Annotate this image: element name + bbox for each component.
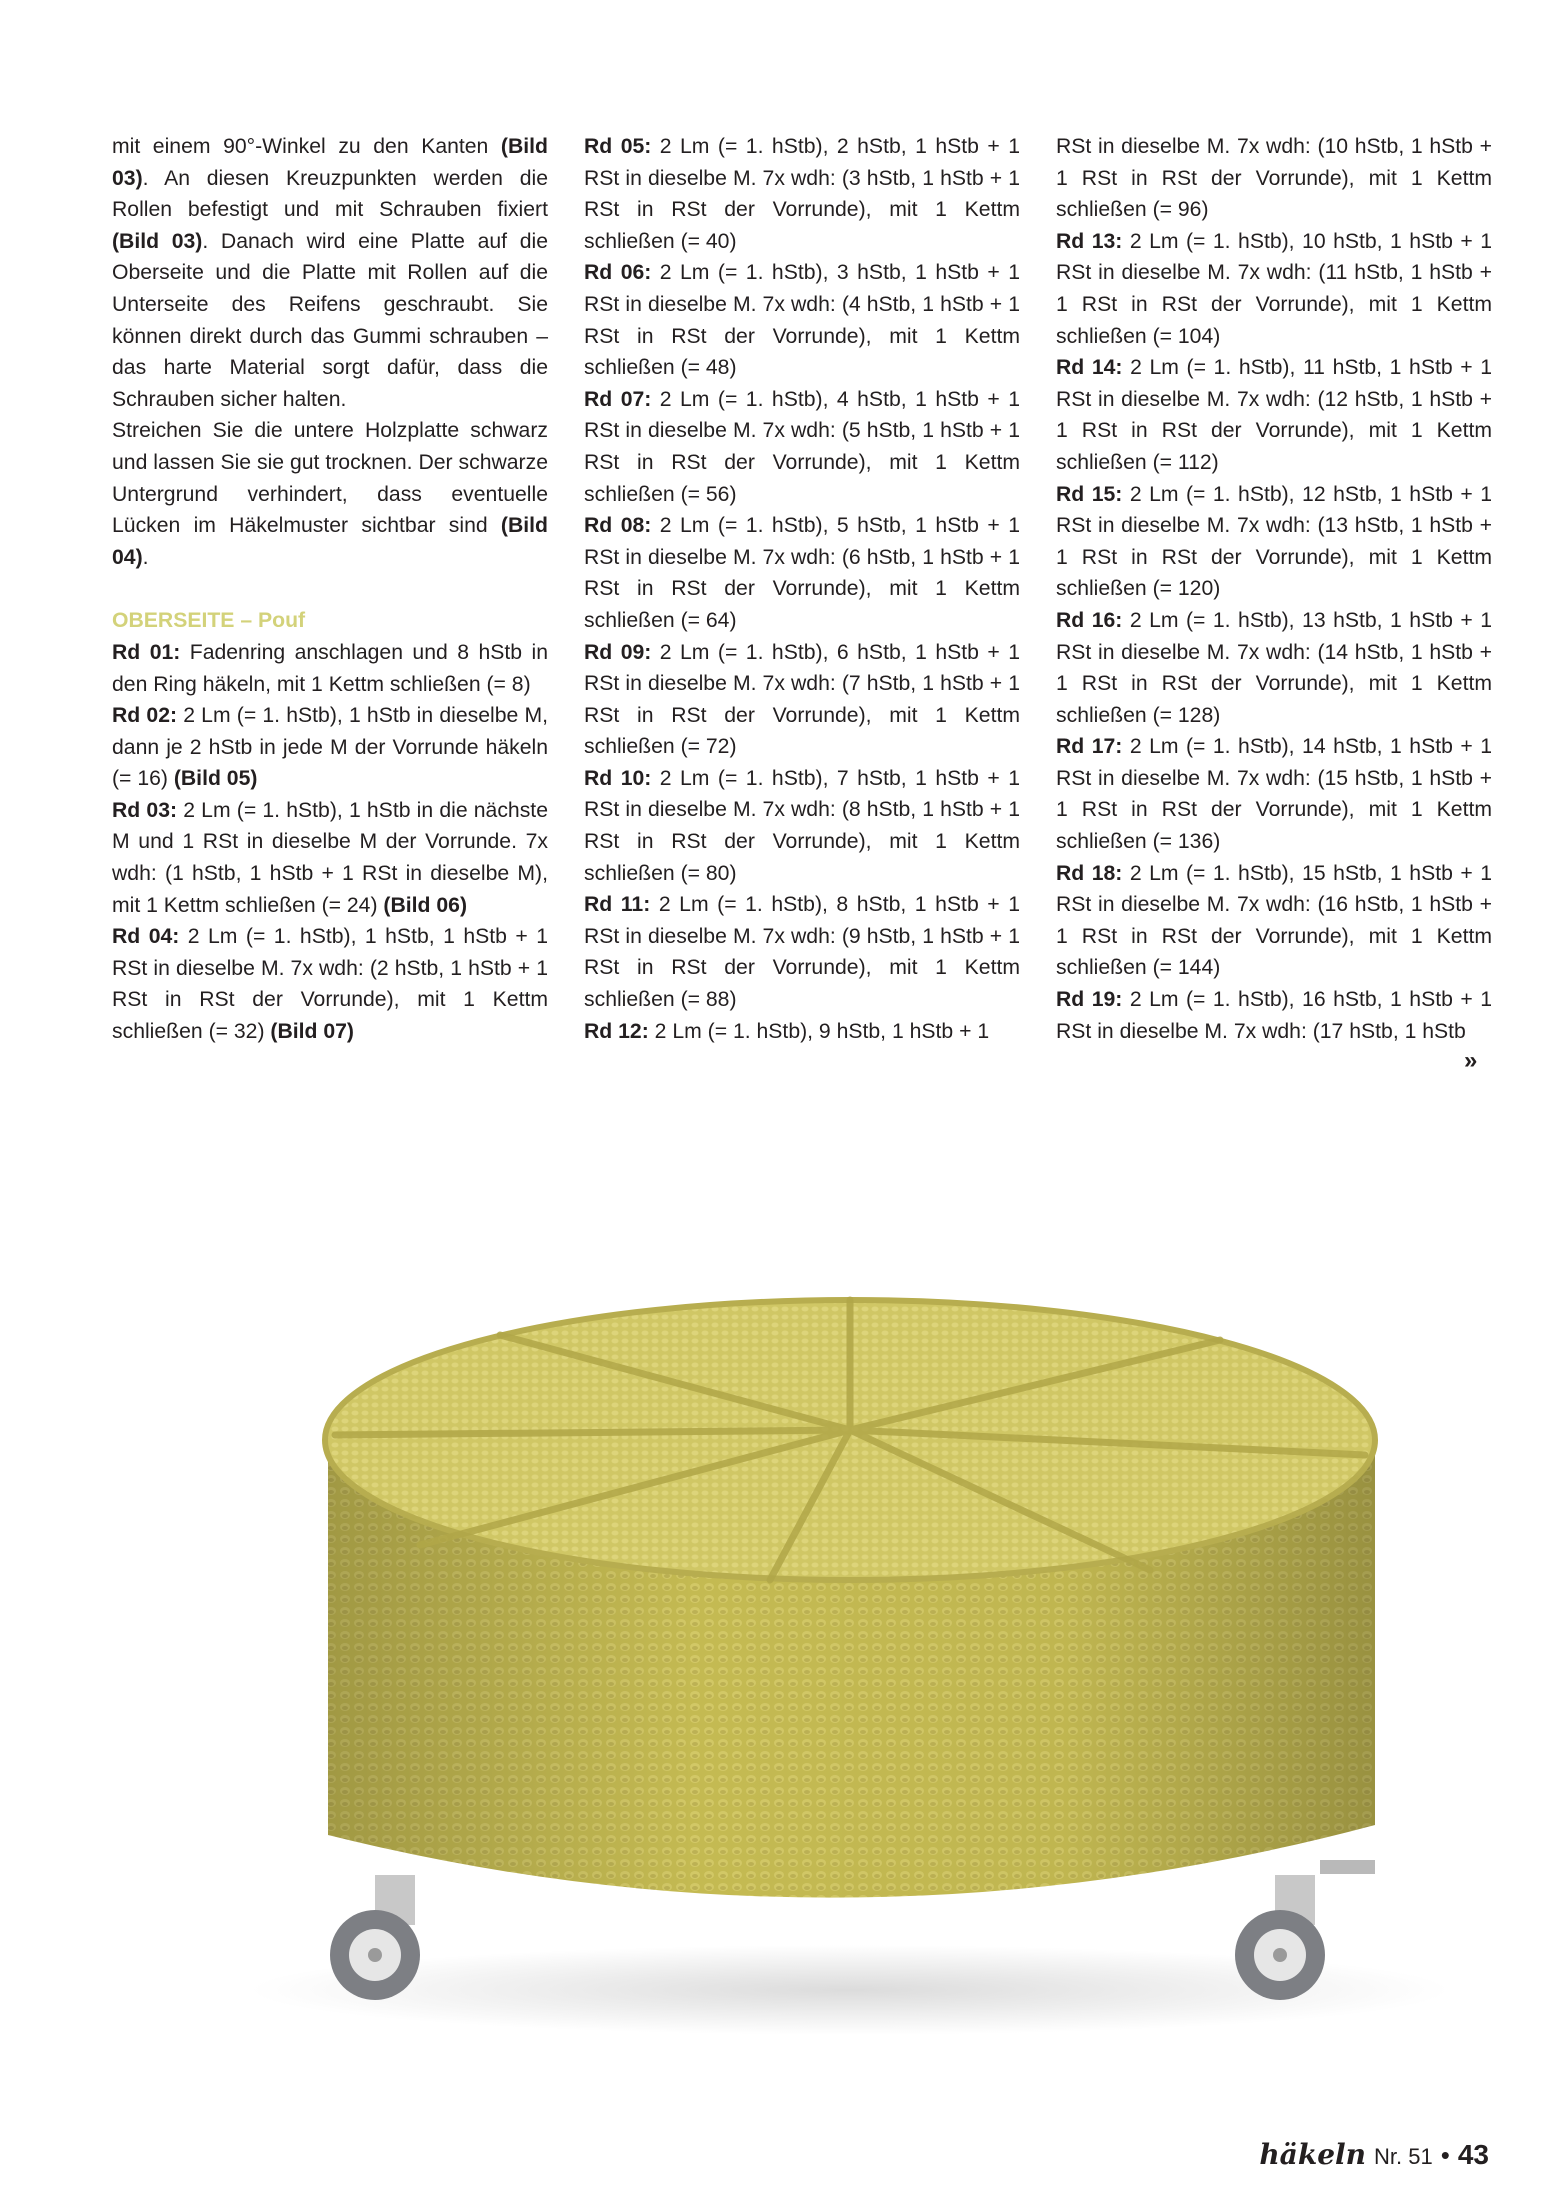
round-text: 2 Lm (= 1. hStb), 2 hStb, 1 hStb + 1 RSt in dieselbe M. 7x wdh: (3 hStb, 1 hStb + 1 RSt in RSt der Vorrunde), mit 1 Kettm schließen (= 40) xyxy=(584,135,1020,253)
round-label: Rd 18: xyxy=(1056,861,1123,885)
round-instruction xyxy=(1056,858,1492,984)
text-run: . An diesen Kreuzpunkten werden die Rollen befestigt und mit Schrauben fixiert xyxy=(112,166,548,222)
round-instruction xyxy=(584,257,1020,383)
round-text: 2 Lm (= 1. hStb), 3 hStb, 1 hStb + 1 RSt in dieselbe M. 7x wdh: (4 hStb, 1 hStb + 1 RSt in RSt der Vorrunde), mit 1 Kettm schließen (= 48) xyxy=(584,261,1020,380)
round-label: Rd 13: xyxy=(1056,229,1123,253)
round-text: 2 Lm (= 1. hStb), 16 hStb, 1 hStb + 1 RSt in dieselbe M. 7x wdh: (17 hStb, 1 hStb xyxy=(1056,988,1492,1043)
figure-ref: (Bild 05) xyxy=(173,767,258,791)
round-label: Rd 10: xyxy=(584,766,652,790)
round-text: 2 Lm (= 1. hStb), 8 hStb, 1 hStb + 1 RSt in dieselbe M. 7x wdh: (9 hStb, 1 hStb + 1 RSt in RSt der Vorrunde), mit 1 Kettm schließen (= 88) xyxy=(584,893,1020,1012)
round-instruction xyxy=(1056,352,1492,478)
round-instruction xyxy=(584,637,1020,763)
round-label: Rd 08: xyxy=(584,514,652,538)
round-instruction xyxy=(112,795,548,921)
round-instruction xyxy=(1056,731,1492,857)
issue-number: Nr. 51 xyxy=(1374,2144,1433,2169)
round-label: Rd 11: xyxy=(584,893,651,917)
figure-ref: (Bild 04) xyxy=(112,514,548,569)
continued-paragraph: RSt in dieselbe M. 7x wdh: (10 hStb, 1 hStb + 1 RSt in RSt der Vorrunde), mit 1 Kettm schließen (= 96) xyxy=(1056,135,1492,222)
round-label: Rd 04: xyxy=(112,925,180,949)
round-label: Rd 07: xyxy=(584,387,652,411)
round-label: Rd 19: xyxy=(1056,988,1123,1012)
round-instruction xyxy=(584,763,1020,889)
text-column-1 xyxy=(112,131,548,1048)
round-text: 2 Lm (= 1. hStb), 11 hStb, 1 hStb + 1 RSt in dieselbe M. 7x wdh: (12 hStb, 1 hStb + 1 RSt in RSt der Vorrunde), mit 1 Kettm schließen (= 112) xyxy=(1056,356,1492,474)
figure-ref: (Bild 06) xyxy=(383,893,468,917)
paint-paragraph xyxy=(112,415,548,573)
round-text: 2 Lm (= 1. hStb), 14 hStb, 1 hStb + 1 RSt in dieselbe M. 7x wdh: (15 hStb, 1 hStb + 1 RSt in RSt der Vorrunde), mit 1 Kettm schließen (= 136) xyxy=(1056,735,1492,854)
round-text: 2 Lm (= 1. hStb), 15 hStb, 1 hStb + 1 RSt in dieselbe M. 7x wdh: (16 hStb, 1 hStb + 1 RSt in RSt der Vorrunde), mit 1 Kettm schließen (= 144) xyxy=(1056,861,1492,980)
text-column-3 xyxy=(1056,131,1492,1047)
round-instruction xyxy=(1056,479,1492,605)
separator-bullet: • xyxy=(1440,2140,1450,2170)
round-instruction xyxy=(584,1016,1020,1048)
round-text: 2 Lm (= 1. hStb), 13 hStb, 1 hStb + 1 RSt in dieselbe M. 7x wdh: (14 hStb, 1 hStb + 1 RSt in RSt der Vorrunde), mit 1 Kettm schließen (= 128) xyxy=(1056,608,1492,727)
round-label: Rd 01: xyxy=(112,640,181,664)
figure-ref: (Bild 03) xyxy=(112,229,203,253)
round-list xyxy=(112,637,548,1048)
round-label: Rd 05: xyxy=(584,135,652,158)
round-instruction xyxy=(112,921,548,1047)
round-instruction xyxy=(584,889,1020,1015)
pouf-photo xyxy=(170,1185,1510,2095)
round-instruction xyxy=(584,384,1020,510)
round-instruction xyxy=(1056,984,1492,1047)
round-label: Rd 09: xyxy=(584,640,652,664)
round-text: 2 Lm (= 1. hStb), 6 hStb, 1 hStb + 1 RSt in dieselbe M. 7x wdh: (7 hStb, 1 hStb + 1 RSt in RSt der Vorrunde), mit 1 Kettm schließen (= 72) xyxy=(584,640,1020,759)
round-instruction xyxy=(112,637,548,700)
round-text: 2 Lm (= 1. hStb), 5 hStb, 1 hStb + 1 RSt in dieselbe M. 7x wdh: (6 hStb, 1 hStb + 1 RSt in RSt der Vorrunde), mit 1 Kettm schließen (= 64) xyxy=(584,514,1020,632)
round-label: Rd 16: xyxy=(1056,608,1123,632)
round-text: 2 Lm (= 1. hStb), 1 hStb in die nächste M und 1 RSt in dieselbe M der Vorrunde. 7x wdh: (1 hStb, 1 hStb + 1 RSt in dieselbe M), mit 1 Kettm schließen (= 24) xyxy=(112,798,548,917)
round-label: Rd 17: xyxy=(1056,735,1123,759)
page-number: 43 xyxy=(1457,2139,1489,2170)
round-text: 2 Lm (= 1. hStb), 7 hStb, 1 hStb + 1 RSt in dieselbe M. 7x wdh: (8 hStb, 1 hStb + 1 RSt in RSt der Vorrunde), mit 1 Kettm schließen (= 80) xyxy=(584,766,1020,885)
round-text: 2 Lm (= 1. hStb), 10 hStb, 1 hStb + 1 RSt in dieselbe M. 7x wdh: (11 hStb, 1 hStb + 1 RSt in RSt der Vorrunde), mit 1 Kettm schließen (= 104) xyxy=(1056,229,1492,348)
round-label: Rd 06: xyxy=(584,261,652,285)
section-subheading: OBERSEITE – Pouf xyxy=(112,609,306,633)
figure-ref: (Bild 07) xyxy=(270,1020,354,1044)
round-label: Rd 14: xyxy=(1056,356,1123,380)
round-instruction xyxy=(1056,226,1492,352)
text-run: mit einem 90°-Winkel zu den Kanten xyxy=(112,135,501,158)
figure-ref: (Bild 03) xyxy=(112,135,548,190)
round-instruction xyxy=(112,700,548,795)
round-text: 2 Lm (= 1. hStb), 9 hStb, 1 hStb + 1 xyxy=(648,1019,990,1043)
round-list xyxy=(584,131,1020,1047)
text-run: Streichen Sie die untere Holzplatte schwarz und lassen Sie sie gut trocknen. Der schwarze Untergrund verhindert, dass eventuelle Lücken im Häkelmuster sichtbar sind xyxy=(112,419,548,538)
round-label: Rd 02: xyxy=(112,704,178,728)
magazine-title: häkeln xyxy=(1259,2138,1367,2171)
round-instruction xyxy=(584,131,1020,257)
round-instruction xyxy=(584,510,1020,636)
text-run: . xyxy=(142,545,149,569)
round-label: Rd 03: xyxy=(112,798,178,822)
round-label: Rd 15: xyxy=(1056,482,1123,506)
round-text: 2 Lm (= 1. hStb), 12 hStb, 1 hStb + 1 RSt in dieselbe M. 7x wdh: (13 hStb, 1 hStb + 1 RSt in RSt der Vorrunde), mit 1 Kettm schließen (= 120) xyxy=(1056,482,1492,601)
text-column-2 xyxy=(584,131,1020,1047)
continue-marker: » xyxy=(1464,1047,1478,1074)
intro-paragraph xyxy=(112,131,548,415)
text-run: . Danach wird eine Platte auf die Oberseite und die Platte mit Rollen auf die Unterseite des Reifens geschraubt. Sie können direkt durch das Gummi schrauben – das harte Material sorgt dafür, dass die Schrauben sicher halten. xyxy=(112,229,548,411)
round-text: 2 Lm (= 1. hStb), 1 hStb, 1 hStb + 1 RSt in dieselbe M. 7x wdh: (2 hStb, 1 hStb + 1 RSt in RSt der Vorrunde), mit 1 Kettm schließen (= 32) xyxy=(112,925,548,1044)
round-instruction xyxy=(1056,605,1492,731)
page-footer xyxy=(1259,2138,1489,2171)
round-text: 2 Lm (= 1. hStb), 4 hStb, 1 hStb + 1 RSt in dieselbe M. 7x wdh: (5 hStb, 1 hStb + 1 RSt in RSt der Vorrunde), mit 1 Kettm schließen (= 56) xyxy=(584,387,1020,506)
round-label: Rd 12: xyxy=(584,1019,649,1043)
round-text: Fadenring anschlagen und 8 hStb in den Ring häkeln, mit 1 Kettm schließen (= 8) xyxy=(112,640,548,696)
round-list xyxy=(1056,226,1492,1047)
round-text: 2 Lm (= 1. hStb), 1 hStb in dieselbe M, dann je 2 hStb in jede M der Vorrunde häkeln (= 16) xyxy=(112,704,548,791)
